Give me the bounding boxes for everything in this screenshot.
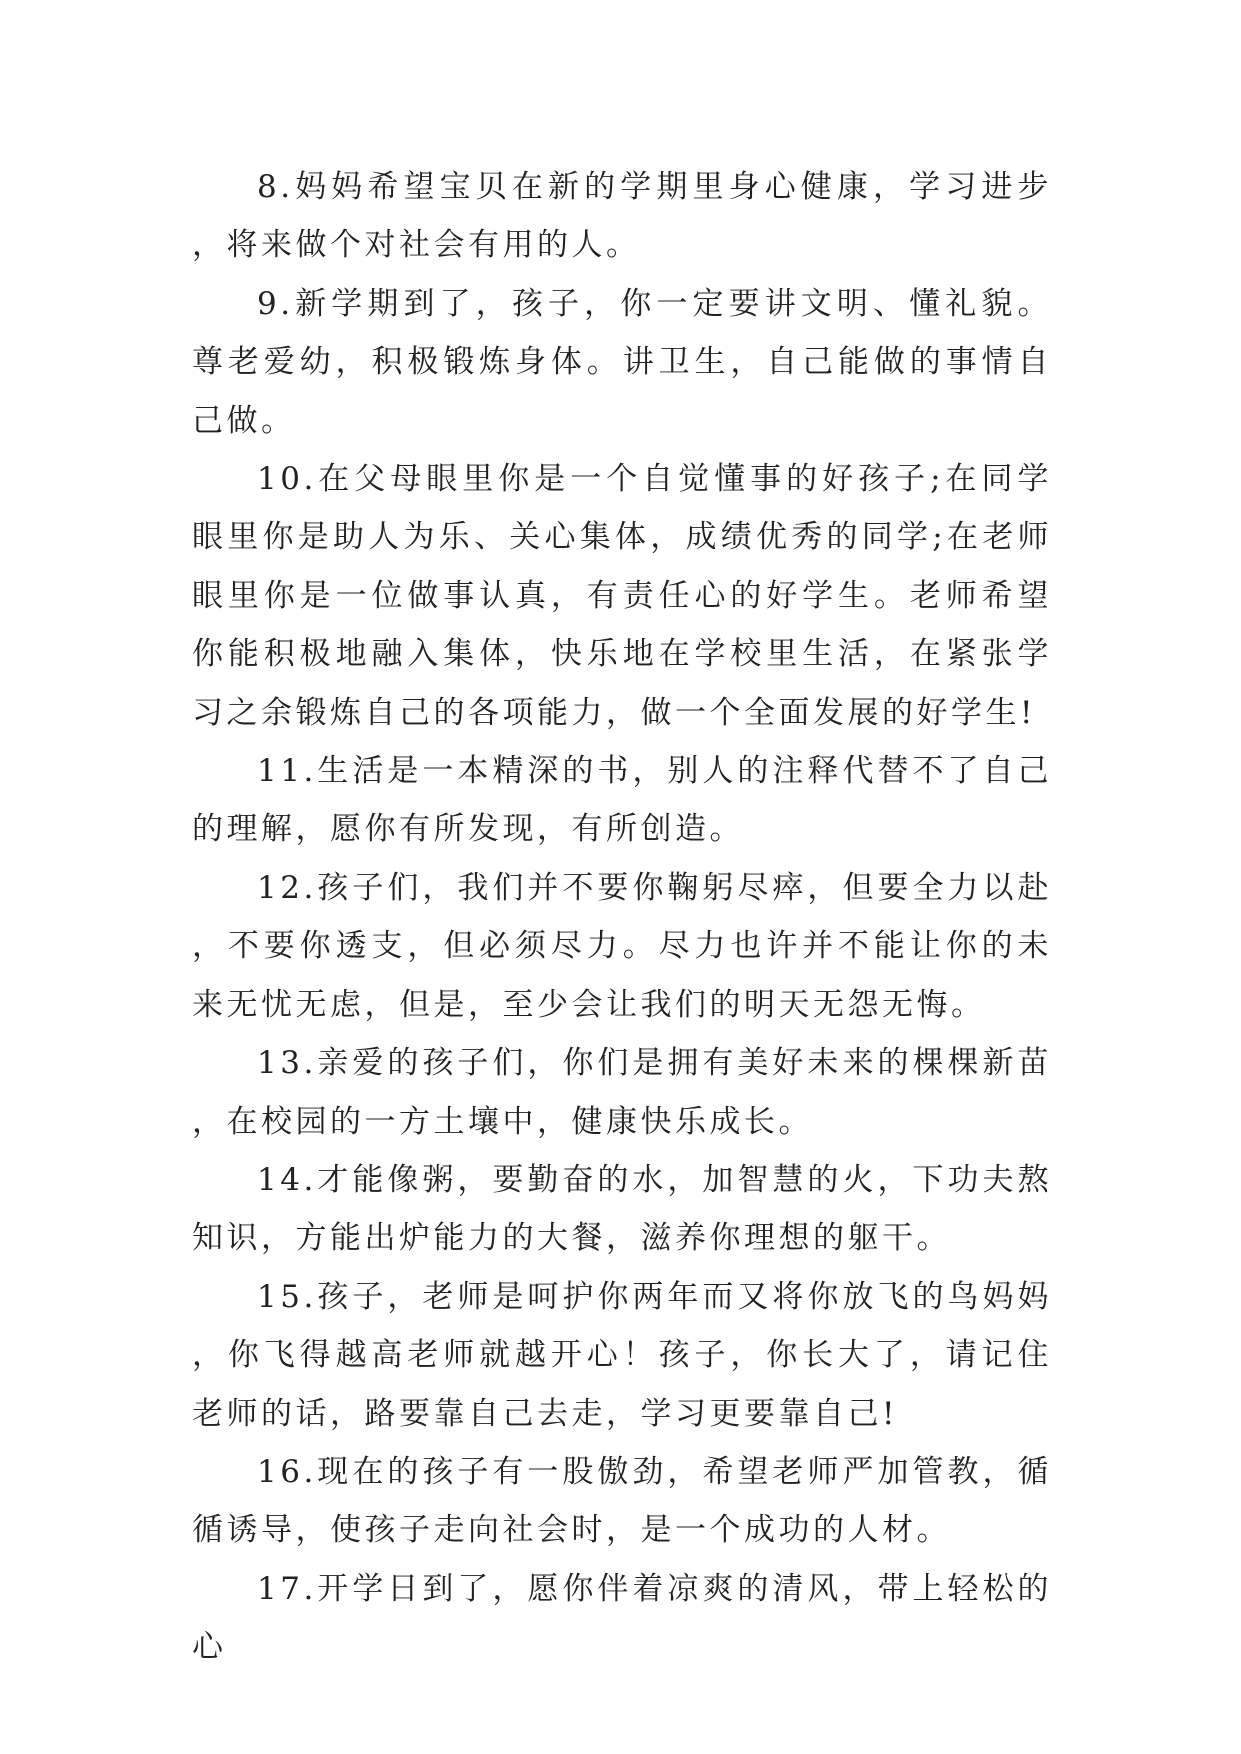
paragraph-8: 8.妈妈希望宝贝在新的学期里身心健康，学习进步，将来做个对社会有用的人。 [192, 169, 1052, 264]
paragraph-15: 15.孩子，老师是呵护你两年而又将你放飞的鸟妈妈，你飞得越高老师就越开心！孩子，你长大了，请记住老师的话，路要靠自己去走，学习更要靠自己! [192, 1278, 1052, 1432]
paragraph-13: 13.亲爱的孩子们，你们是拥有美好未来的棵棵新苗，在校园的一方土壤中，健康快乐成长。 [192, 1045, 1052, 1140]
paragraph-10: 10.在父母眼里你是一个自觉懂事的好孩子;在同学眼里你是助人为乐、关心集体，成绩优秀的同学;在老师眼里你是一位做事认真，有责任心的好学生。老师希望你能积极地融入集体，快乐地在学校里生活，在紧张学习之余锻炼自己的各项能力，做一个全面发展的好学生! [192, 461, 1052, 731]
paragraph-12: 12.孩子们，我们并不要你鞠躬尽瘁，但要全力以赴，不要你透支，但必须尽力。尽力也许并不能让你的未来无忧无虑，但是，至少会让我们的明天无怨无悔。 [192, 869, 1052, 1023]
paragraph-16: 16.现在的孩子有一股傲劲，希望老师严加管教，循循诱导，使孩子走向社会时，是一个成功的人材。 [192, 1453, 1052, 1549]
paragraph-17: 17.开学日到了，愿你伴着凉爽的清风，带上轻松的心 [192, 1570, 1052, 1666]
paragraph-9: 9.新学期到了，孩子，你一定要讲文明、懂礼貌。尊老爱幼，积极锻炼身体。讲卫生，自己能做的事情自己做。 [192, 285, 1052, 439]
document-body [192, 158, 1052, 1677]
paragraph-14: 14.才能像粥，要勤奋的水，加智慧的火，下功夫熬知识，方能出炉能力的大餐，滋养你理想的躯干。 [192, 1161, 1052, 1257]
paragraph-11: 11.生活是一本精深的书，别人的注释代替不了自己的理解，愿你有所发现，有所创造。 [192, 753, 1052, 848]
